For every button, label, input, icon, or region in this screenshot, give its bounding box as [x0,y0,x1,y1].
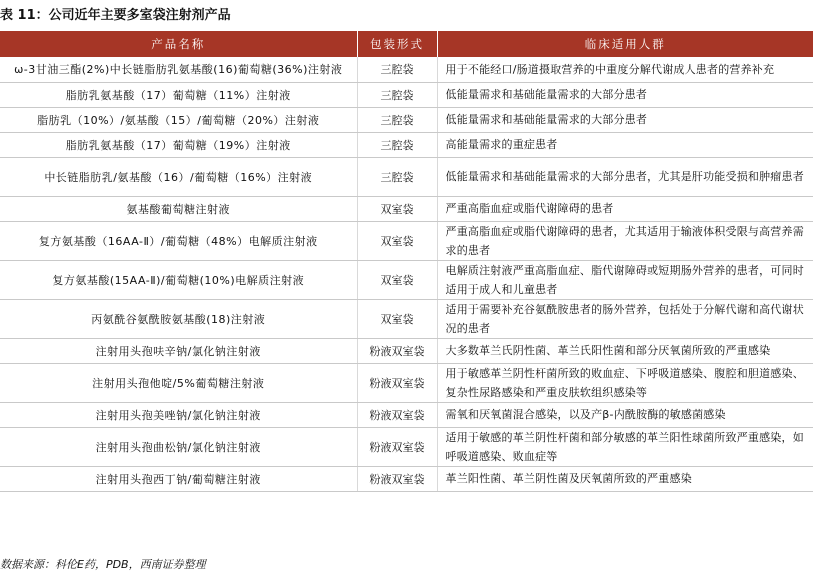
product-name-cell: 脂肪乳氨基酸（17）葡萄糖（19%）注射液 [0,132,357,157]
table-header-row [0,31,813,57]
product-name-cell: 脂肪乳氨基酸（17）葡萄糖（11%）注射液 [0,82,357,107]
clinical-population-cell: 低能量需求和基础能量需求的大部分患者，尤其是肝功能受损和肿瘤患者 [437,157,813,196]
clinical-population-cell: 电解质注射液严重高脂血症、脂代谢障碍或短期肠外营养的患者，可同时适用于成人和儿童患者 [437,260,813,299]
product-name-cell: ω-3甘油三酯(2%)中长链脂肪乳氨基酸(16)葡萄糖(36%)注射液 [0,57,357,82]
clinical-population-cell: 用于敏感革兰阴性杆菌所致的败血症、下呼吸道感染、腹腔和胆道感染、复杂性尿路感染和严重皮肤软组织感染等 [437,363,813,402]
table-row [0,57,813,82]
product-name-cell: 脂肪乳（10%）/氨基酸（15）/葡萄糖（20%）注射液 [0,107,357,132]
clinical-population-cell: 用于不能经口/肠道摄取营养的中重度分解代谢成人患者的营养补充 [437,57,813,82]
package-form-cell: 双室袋 [357,196,437,221]
table-row [0,196,813,221]
table-row [0,299,813,338]
product-name-cell: 注射用头孢呋辛钠/氯化钠注射液 [0,338,357,363]
package-form-cell: 双室袋 [357,299,437,338]
table-row [0,260,813,299]
header-package-form: 包装形式 [357,31,437,57]
clinical-population-cell: 低能量需求和基础能量需求的大部分患者 [437,82,813,107]
clinical-population-cell: 严重高脂血症或脂代谢障碍的患者，尤其适用于输液体积受限与高营养需求的患者 [437,221,813,260]
clinical-population-cell: 大多数革兰氏阴性菌、革兰氏阳性菌和部分厌氧菌所致的严重感染 [437,338,813,363]
table-row [0,466,813,491]
clinical-population-cell: 严重高脂血症或脂代谢障碍的患者 [437,196,813,221]
table-row [0,427,813,466]
product-name-cell: 注射用头孢他啶/5%葡萄糖注射液 [0,363,357,402]
package-form-cell: 三腔袋 [357,157,437,196]
package-form-cell: 粉液双室袋 [357,363,437,402]
package-form-cell: 粉液双室袋 [357,402,437,427]
product-name-cell: 中长链脂肪乳/氨基酸（16）/葡萄糖（16%）注射液 [0,157,357,196]
package-form-cell: 三腔袋 [357,57,437,82]
table-row [0,82,813,107]
package-form-cell: 粉液双室袋 [357,466,437,491]
clinical-population-cell: 需氧和厌氧菌混合感染，以及产β-内酰胺酶的敏感菌感染 [437,402,813,427]
product-name-cell: 丙氨酰谷氨酰胺氨基酸(18)注射液 [0,299,357,338]
header-product-name: 产品名称 [0,31,357,57]
package-form-cell: 三腔袋 [357,107,437,132]
package-form-cell: 粉液双室袋 [357,338,437,363]
clinical-population-cell: 适用于敏感的革兰阴性杆菌和部分敏感的革兰阳性球菌所致严重感染，如呼吸道感染、败血症等 [437,427,813,466]
product-name-cell: 复方氨基酸(15AA-Ⅱ)/葡萄糖(10%)电解质注射液 [0,260,357,299]
package-form-cell: 粉液双室袋 [357,427,437,466]
products-table [0,31,813,492]
package-form-cell: 双室袋 [357,221,437,260]
product-name-cell: 氨基酸葡萄糖注射液 [0,196,357,221]
table-row [0,363,813,402]
table-row [0,107,813,132]
data-source-note: 数据来源：科伦E药，PDB，西南证券整理 [0,558,206,571]
table-row [0,221,813,260]
table-title: 表 11：公司近年主要多室袋注射剂产品 [0,8,231,23]
table-row [0,157,813,196]
package-form-cell: 双室袋 [357,260,437,299]
clinical-population-cell: 适用于需要补充谷氨酰胺患者的肠外营养，包括处于分解代谢和高代谢状况的患者 [437,299,813,338]
header-clinical-population: 临床适用人群 [437,31,813,57]
table-row [0,338,813,363]
table-row [0,132,813,157]
table-row [0,402,813,427]
product-name-cell: 注射用头孢美唑钠/氯化钠注射液 [0,402,357,427]
clinical-population-cell: 低能量需求和基础能量需求的大部分患者 [437,107,813,132]
product-name-cell: 注射用头孢曲松钠/氯化钠注射液 [0,427,357,466]
package-form-cell: 三腔袋 [357,82,437,107]
product-name-cell: 复方氨基酸（16AA-Ⅱ）/葡萄糖（48%）电解质注射液 [0,221,357,260]
package-form-cell: 三腔袋 [357,132,437,157]
product-name-cell: 注射用头孢西丁钠/葡萄糖注射液 [0,466,357,491]
clinical-population-cell: 高能量需求的重症患者 [437,132,813,157]
clinical-population-cell: 革兰阳性菌、革兰阴性菌及厌氧菌所致的严重感染 [437,466,813,491]
